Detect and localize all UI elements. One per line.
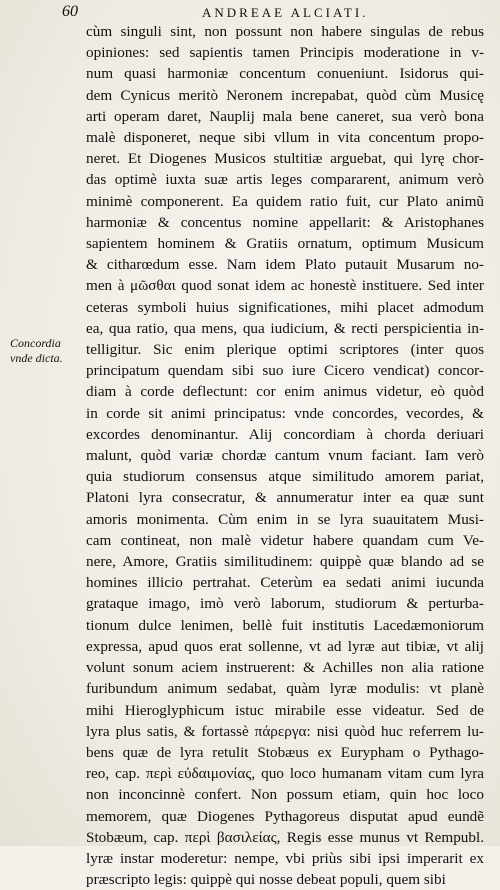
text-line: malè disponeret, neque sibi vllum in vita concentum propo- bbox=[86, 129, 484, 147]
text-line: & citharœdum esse. Nam idem Plato putauit Musarum no- bbox=[86, 256, 484, 274]
text-line: dem Cynicus meritò Neronem increpabat, quòd cùm Musicę bbox=[86, 86, 484, 104]
text-line: sapientem hominem & Gratiis ornatum, optimum Musicum bbox=[86, 235, 484, 253]
text-line: principatum quendam sibi suo iure Cicero vendicat) concor- bbox=[86, 362, 484, 380]
page-number: 60 bbox=[62, 3, 78, 20]
text-line: bens quæ de lyra retulit Stobæus ex Eurypham o Pythago- bbox=[86, 743, 484, 761]
text-line: arti operam daret, Nauplij mala bene caneret, sua verò bona bbox=[86, 107, 484, 125]
text-line: ea, qua ratio, qua mens, qua iudicium, & recti perspicientia in- bbox=[86, 319, 484, 337]
text-line: tionum dulce lenimen, bellè fuit institutis Lacedæmoniorum bbox=[86, 616, 484, 634]
text-line: in corde sit animi principatus: vnde concordes, vecordes, & bbox=[86, 404, 484, 422]
text-line: neret. Et Diogenes Musicos stultitiæ arguebat, qui lyrę chor- bbox=[86, 150, 484, 168]
text-line: mihi Hieroglyphicum istuc mirabile esse videatur. Sed de bbox=[86, 701, 484, 719]
text-line: Stobæum, cap. περὶ βασιλείας, Regis esse munus vt Rempubl. bbox=[86, 828, 484, 846]
text-line: diam à corde deflectunt: cor enim animus videtur, eò quòd bbox=[86, 383, 484, 401]
text-line: cam contineat, non malè videtur habere quandam cum Ve- bbox=[86, 531, 484, 549]
text-line: excordes denominantur. Alij concordiam à chorda deriuari bbox=[86, 425, 484, 443]
text-line: minimè componerent. Ea quidem ratio fuit, cur Plato animũ bbox=[86, 192, 484, 210]
text-line: ceteras symboli huius significationes, mihi placet admodum bbox=[86, 298, 484, 316]
text-line: men à μῶσθαι quod sonat idem ac honestè instituere. Sed inter bbox=[86, 277, 484, 295]
text-line: nere, Amore, Gratiis similitudinem: quippè quæ blando ad se bbox=[86, 553, 484, 571]
text-line: grataque imago, imò verò laborum, studiorum & perturba- bbox=[86, 595, 484, 613]
text-line: lyræ instar moderetur: nempe, vbi priùs sibi ipsi imperarit ex bbox=[86, 849, 484, 867]
margin-note bbox=[10, 336, 82, 366]
text-line: opiniones: sed sapientis tamen Principis moderatione in v- bbox=[86, 44, 484, 62]
text-line: quia studiorum consensus atque similitudo amorem pariat, bbox=[86, 468, 484, 486]
text-line: furibundum animum sedabat, quàm lyræ modulis: vt planè bbox=[86, 680, 484, 698]
text-line: harmoniæ & concentus nomine appellarit: & Aristophanes bbox=[86, 213, 484, 231]
text-line: præscripto legis: quippè qui nosse debeat populi, quem sibi bbox=[86, 871, 446, 889]
text-line: amoris monimenta. Cùm enim in se lyra suauitatem Musi- bbox=[86, 510, 484, 528]
text-line: num quasi harmoniæ concentum conueniunt. Isidorus qui- bbox=[86, 65, 484, 83]
margin-note-line: Concordia bbox=[10, 336, 61, 350]
text-line: homines illicio pertrahat. Ceterùm ea sedati animi iucunda bbox=[86, 574, 484, 592]
text-line: memorem, quæ Diogenes Pythagoreus disputat apud eundẽ bbox=[86, 807, 484, 825]
margin-note-line: vnde dicta. bbox=[10, 351, 63, 365]
page-header bbox=[62, 3, 482, 23]
text-line: volunt sonum aciem instruerent: & Achilles non alia ratione bbox=[86, 659, 484, 677]
body-text bbox=[86, 21, 484, 890]
text-line: Platoni lyra consecratur, & annumeratur inter ea quæ sunt bbox=[86, 489, 484, 507]
text-line: das optimè iuxta suæ artis leges compararent, animum verò bbox=[86, 171, 484, 189]
text-line: cùm singuli sint, non possunt non habere singulas de rebus bbox=[86, 23, 484, 40]
running-head: ANDREAE ALCIATI. bbox=[202, 5, 369, 20]
text-line: expressa, apud quos erat sollenne, vt ad lyræ aut tibiæ, vt alij bbox=[86, 637, 484, 655]
text-line: lyra plus satis, & fortassè πάρεργα: nisi quòd huc referrem lu- bbox=[86, 722, 484, 740]
text-line: reo, cap. περὶ εὐδαιμονίας, quo loco humanam vitam cum lyra bbox=[86, 765, 484, 783]
text-line: non inconcinnè confert. Non possum etiam, quin hoc loco bbox=[86, 786, 484, 804]
text-line: malunt, quòd variæ chordæ cantum vnum faciant. Iam verò bbox=[86, 447, 484, 465]
text-line: telligitur. Sic enim plerique optimi scriptores (inter quos bbox=[86, 341, 484, 359]
